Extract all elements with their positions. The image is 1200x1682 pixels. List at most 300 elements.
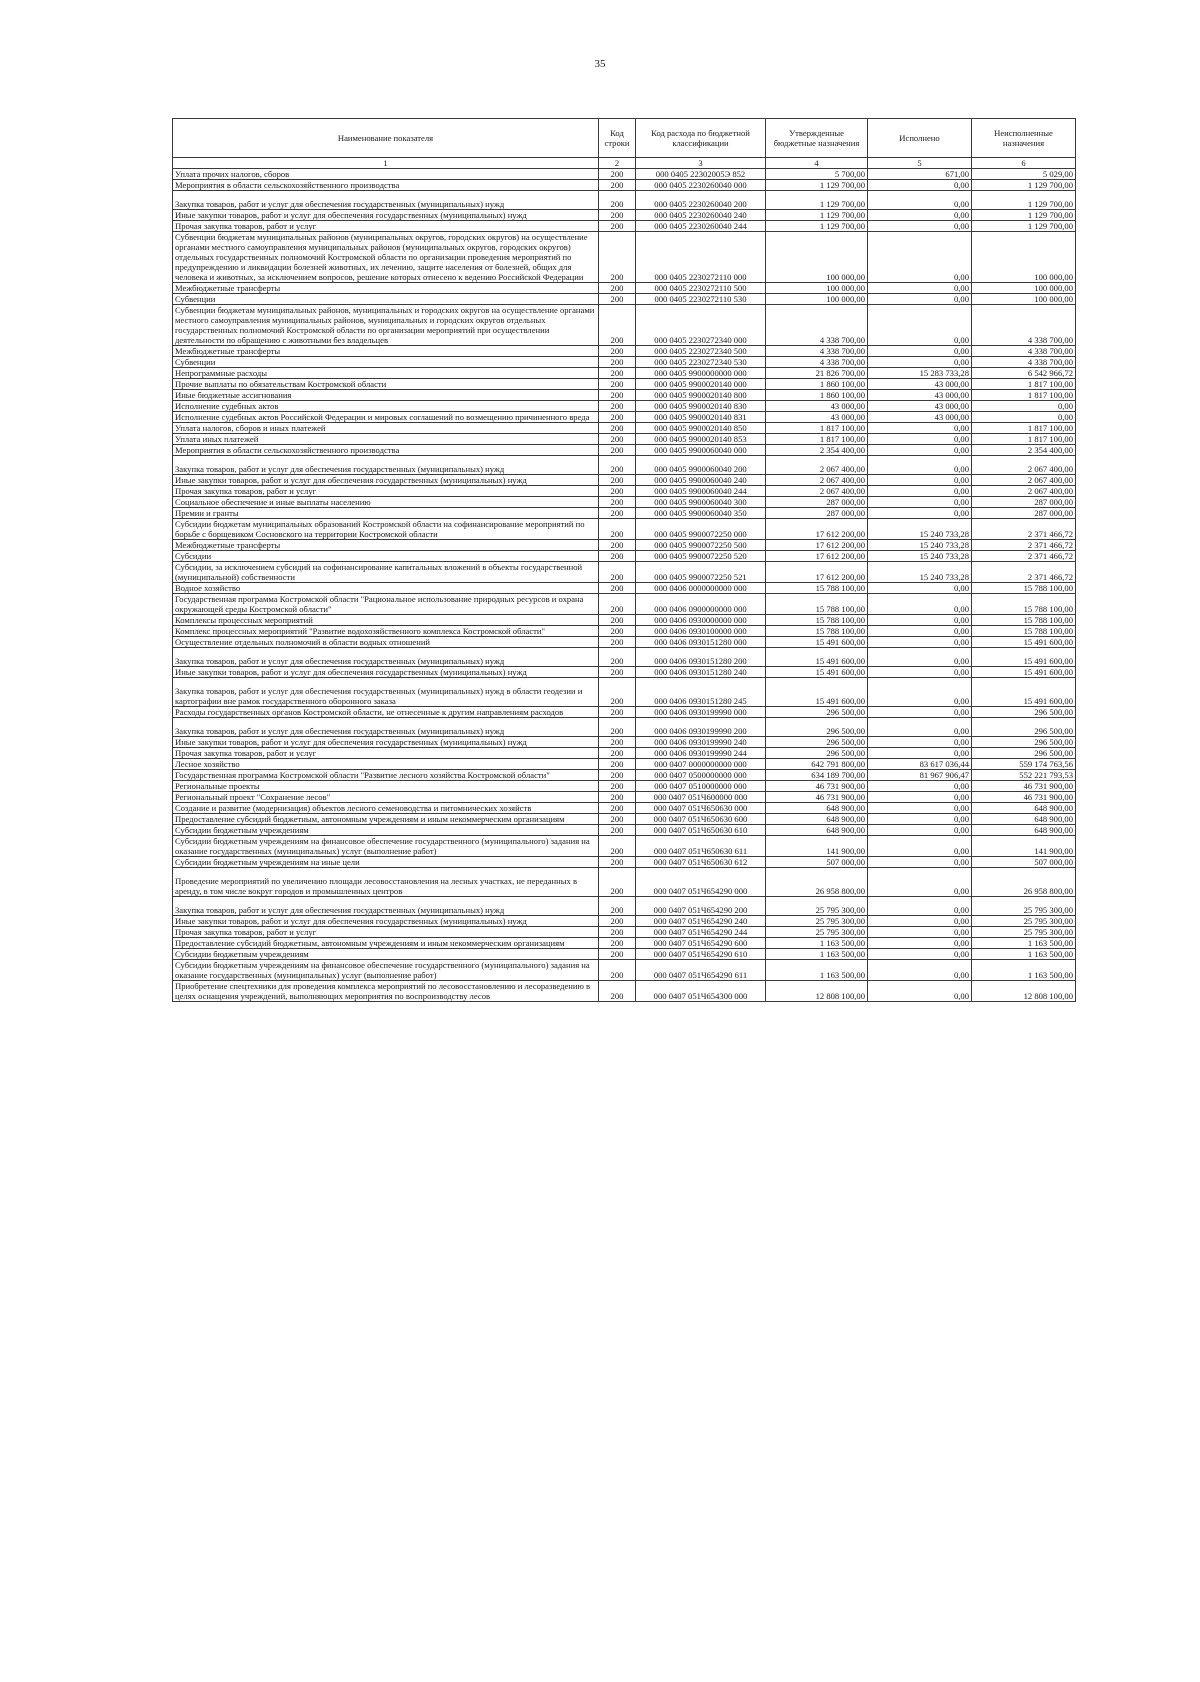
line-code-cell: 200 bbox=[599, 707, 636, 718]
indicator-name-cell: Комплексы процессных мероприятий bbox=[173, 615, 599, 626]
line-code-cell: 200 bbox=[599, 456, 636, 475]
table-row bbox=[173, 401, 1076, 412]
executed-amount-cell: 0,00 bbox=[868, 897, 972, 916]
classification-code-cell: 000 0405 9900060040 200 bbox=[636, 456, 766, 475]
table-row bbox=[173, 960, 1076, 981]
executed-amount-cell: 0,00 bbox=[868, 707, 972, 718]
approved-amount-cell: 1 129 700,00 bbox=[766, 180, 868, 191]
executed-amount-cell: 0,00 bbox=[868, 960, 972, 981]
classification-code-cell: 000 0407 051Ч654290 610 bbox=[636, 949, 766, 960]
classification-code-cell: 000 0407 051Ч654300 000 bbox=[636, 981, 766, 1002]
line-code-cell: 200 bbox=[599, 508, 636, 519]
indicator-name-cell: Расходы государственных органов Костромской области, не отнесенные к другим направлениям расходов bbox=[173, 707, 599, 718]
unexecuted-amount-cell: 296 500,00 bbox=[972, 718, 1076, 737]
executed-amount-cell: 43 000,00 bbox=[868, 390, 972, 401]
executed-amount-cell: 15 240 733,28 bbox=[868, 562, 972, 583]
table-row bbox=[173, 759, 1076, 770]
approved-amount-cell: 2 067 400,00 bbox=[766, 486, 868, 497]
classification-code-cell: 000 0407 051Ч650630 000 bbox=[636, 803, 766, 814]
unexecuted-amount-cell: 1 129 700,00 bbox=[972, 180, 1076, 191]
indicator-name-cell: Субсидии, за исключением субсидий на софинансирование капитальных вложений в объекты государственной (муниципальной) собственности bbox=[173, 562, 599, 583]
table-row bbox=[173, 803, 1076, 814]
unexecuted-amount-cell: 25 795 300,00 bbox=[972, 916, 1076, 927]
line-code-cell: 200 bbox=[599, 667, 636, 678]
header-indicator-name: Наименование показателя bbox=[173, 119, 599, 158]
line-code-cell: 200 bbox=[599, 562, 636, 583]
unexecuted-amount-cell: 15 788 100,00 bbox=[972, 615, 1076, 626]
table-row bbox=[173, 412, 1076, 423]
line-code-cell: 200 bbox=[599, 836, 636, 857]
classification-code-cell: 000 0405 9900060040 350 bbox=[636, 508, 766, 519]
executed-amount-cell: 0,00 bbox=[868, 637, 972, 648]
classification-code-cell: 000 0405 2230272110 500 bbox=[636, 283, 766, 294]
approved-amount-cell: 100 000,00 bbox=[766, 283, 868, 294]
indicator-name-cell: Уплата иных платежей bbox=[173, 434, 599, 445]
line-code-cell: 200 bbox=[599, 294, 636, 305]
table-row bbox=[173, 540, 1076, 551]
indicator-name-cell: Иные закупки товаров, работ и услуг для обеспечения государственных (муниципальных) нужд bbox=[173, 667, 599, 678]
line-code-cell: 200 bbox=[599, 475, 636, 486]
line-code-cell: 200 bbox=[599, 221, 636, 232]
indicator-name-cell: Уплата прочих налогов, сборов bbox=[173, 169, 599, 180]
line-code-cell: 200 bbox=[599, 759, 636, 770]
executed-amount-cell: 0,00 bbox=[868, 357, 972, 368]
table-row bbox=[173, 949, 1076, 960]
executed-amount-cell: 0,00 bbox=[868, 475, 972, 486]
approved-amount-cell: 1 129 700,00 bbox=[766, 210, 868, 221]
classification-code-cell: 000 0405 2230272110 530 bbox=[636, 294, 766, 305]
executed-amount-cell: 0,00 bbox=[868, 803, 972, 814]
table-row bbox=[173, 456, 1076, 475]
approved-amount-cell: 4 338 700,00 bbox=[766, 305, 868, 346]
unexecuted-amount-cell: 4 338 700,00 bbox=[972, 357, 1076, 368]
executed-amount-cell: 0,00 bbox=[868, 232, 972, 283]
classification-code-cell: 000 0405 2230260040 200 bbox=[636, 191, 766, 210]
line-code-cell: 200 bbox=[599, 305, 636, 346]
table-row bbox=[173, 857, 1076, 868]
approved-amount-cell: 1 129 700,00 bbox=[766, 221, 868, 232]
line-code-cell: 200 bbox=[599, 626, 636, 637]
line-code-cell: 200 bbox=[599, 357, 636, 368]
line-code-cell: 200 bbox=[599, 594, 636, 615]
indicator-name-cell: Закупка товаров, работ и услуг для обеспечения государственных (муниципальных) нужд bbox=[173, 648, 599, 667]
line-code-cell: 200 bbox=[599, 486, 636, 497]
unexecuted-amount-cell: 5 029,00 bbox=[972, 169, 1076, 180]
classification-code-cell: 000 0405 2230272340 500 bbox=[636, 346, 766, 357]
unexecuted-amount-cell: 1 163 500,00 bbox=[972, 960, 1076, 981]
unexecuted-amount-cell: 648 900,00 bbox=[972, 825, 1076, 836]
unexecuted-amount-cell: 12 808 100,00 bbox=[972, 981, 1076, 1002]
line-code-cell: 200 bbox=[599, 648, 636, 667]
indicator-name-cell: Иные бюджетные ассигнования bbox=[173, 390, 599, 401]
header-unexecuted-appropriations: Неисполненные назначения bbox=[972, 119, 1076, 158]
classification-code-cell: 000 0405 9900060040 240 bbox=[636, 475, 766, 486]
classification-code-cell: 000 0406 0930151280 000 bbox=[636, 637, 766, 648]
table-row bbox=[173, 475, 1076, 486]
line-code-cell: 200 bbox=[599, 916, 636, 927]
approved-amount-cell: 17 612 200,00 bbox=[766, 562, 868, 583]
indicator-name-cell: Межбюджетные трансферты bbox=[173, 540, 599, 551]
line-code-cell: 200 bbox=[599, 390, 636, 401]
line-code-cell: 200 bbox=[599, 445, 636, 456]
header-approved-appropriations: Утвержденные бюджетные назначения bbox=[766, 119, 868, 158]
indicator-name-cell: Субвенции бюджетам муниципальных районов (муниципальных округов, городских округов) на осуществление органами местного самоуправления муниципальных районов (муниципальных округов, городских округов) отдельных государственных полномочий Костромской области по организации проведения мероприятий по предупреждению и ликвидации болезней животных, их лечению, защите населения от болезней, общих для человека и животных, за исключением вопросов, решение которых отнесено к ведению Российской Федерации bbox=[173, 232, 599, 283]
executed-amount-cell: 15 240 733,28 bbox=[868, 540, 972, 551]
approved-amount-cell: 648 900,00 bbox=[766, 814, 868, 825]
classification-code-cell: 000 0407 051Ч654290 244 bbox=[636, 927, 766, 938]
unexecuted-amount-cell: 2 371 466,72 bbox=[972, 540, 1076, 551]
classification-code-cell: 000 0405 2230272340 000 bbox=[636, 305, 766, 346]
table-row bbox=[173, 497, 1076, 508]
unexecuted-amount-cell: 100 000,00 bbox=[972, 232, 1076, 283]
line-code-cell: 200 bbox=[599, 938, 636, 949]
classification-code-cell: 000 0405 2230272340 530 bbox=[636, 357, 766, 368]
table-row bbox=[173, 707, 1076, 718]
classification-code-cell: 000 0407 051Ч650630 612 bbox=[636, 857, 766, 868]
approved-amount-cell: 15 491 600,00 bbox=[766, 667, 868, 678]
table-row bbox=[173, 583, 1076, 594]
line-code-cell: 200 bbox=[599, 960, 636, 981]
indicator-name-cell: Государственная программа Костромской области "Развитие лесного хозяйства Костромской области" bbox=[173, 770, 599, 781]
unexecuted-amount-cell: 46 731 900,00 bbox=[972, 792, 1076, 803]
classification-code-cell: 000 0407 0510000000 000 bbox=[636, 781, 766, 792]
indicator-name-cell: Прочая закупка товаров, работ и услуг bbox=[173, 927, 599, 938]
unexecuted-amount-cell: 100 000,00 bbox=[972, 294, 1076, 305]
table-row bbox=[173, 390, 1076, 401]
indicator-name-cell: Закупка товаров, работ и услуг для обеспечения государственных (муниципальных) нужд в области геодезии и картографии вне рамок государственного оборонного заказа bbox=[173, 678, 599, 707]
classification-code-cell: 000 0407 051Ч654290 200 bbox=[636, 897, 766, 916]
executed-amount-cell: 0,00 bbox=[868, 445, 972, 456]
line-code-cell: 200 bbox=[599, 551, 636, 562]
indicator-name-cell: Мероприятия в области сельскохозяйственного производства bbox=[173, 445, 599, 456]
executed-amount-cell: 43 000,00 bbox=[868, 412, 972, 423]
executed-amount-cell: 0,00 bbox=[868, 718, 972, 737]
table-row bbox=[173, 232, 1076, 283]
line-code-cell: 200 bbox=[599, 949, 636, 960]
table-row bbox=[173, 519, 1076, 540]
executed-amount-cell: 0,00 bbox=[868, 210, 972, 221]
unexecuted-amount-cell: 1 129 700,00 bbox=[972, 221, 1076, 232]
line-code-cell: 200 bbox=[599, 191, 636, 210]
line-code-cell: 200 bbox=[599, 180, 636, 191]
unexecuted-amount-cell: 2 067 400,00 bbox=[972, 486, 1076, 497]
approved-amount-cell: 46 731 900,00 bbox=[766, 781, 868, 792]
classification-code-cell: 000 0406 0930199990 200 bbox=[636, 718, 766, 737]
table-row bbox=[173, 897, 1076, 916]
executed-amount-cell: 0,00 bbox=[868, 981, 972, 1002]
classification-code-cell: 000 0407 051Ч650630 611 bbox=[636, 836, 766, 857]
indicator-name-cell: Межбюджетные трансферты bbox=[173, 346, 599, 357]
classification-code-cell: 000 0405 9900072250 521 bbox=[636, 562, 766, 583]
indicator-name-cell: Закупка товаров, работ и услуг для обеспечения государственных (муниципальных) нужд bbox=[173, 718, 599, 737]
executed-amount-cell: 0,00 bbox=[868, 456, 972, 475]
line-code-cell: 200 bbox=[599, 857, 636, 868]
table-row bbox=[173, 283, 1076, 294]
indicator-name-cell: Иные закупки товаров, работ и услуг для обеспечения государственных (муниципальных) нужд bbox=[173, 475, 599, 486]
header-executed: Исполнено bbox=[868, 119, 972, 158]
classification-code-cell: 000 0407 051Ч654290 611 bbox=[636, 960, 766, 981]
indicator-name-cell: Региональные проекты bbox=[173, 781, 599, 792]
classification-code-cell: 000 0407 0000000000 000 bbox=[636, 759, 766, 770]
table-row bbox=[173, 180, 1076, 191]
unexecuted-amount-cell: 26 958 800,00 bbox=[972, 868, 1076, 897]
column-number: 1 bbox=[173, 158, 599, 169]
table-row bbox=[173, 836, 1076, 857]
indicator-name-cell: Приобретение спецтехники для проведения комплекса мероприятий по лесовосстановлению и лесоразведению в целях оснащения учреждений, выполняющих мероприятия по воспроизводству лесов bbox=[173, 981, 599, 1002]
column-number: 5 bbox=[868, 158, 972, 169]
line-code-cell: 200 bbox=[599, 770, 636, 781]
indicator-name-cell: Закупка товаров, работ и услуг для обеспечения государственных (муниципальных) нужд bbox=[173, 897, 599, 916]
approved-amount-cell: 15 491 600,00 bbox=[766, 637, 868, 648]
indicator-name-cell: Водное хозяйство bbox=[173, 583, 599, 594]
approved-amount-cell: 1 817 100,00 bbox=[766, 423, 868, 434]
approved-amount-cell: 1 129 700,00 bbox=[766, 191, 868, 210]
unexecuted-amount-cell: 2 354 400,00 bbox=[972, 445, 1076, 456]
classification-code-cell: 000 0407 051Ч600000 000 bbox=[636, 792, 766, 803]
table-row bbox=[173, 346, 1076, 357]
classification-code-cell: 000 0405 9900020140 830 bbox=[636, 401, 766, 412]
indicator-name-cell: Субвенции бюджетам муниципальных районов, муниципальных и городских округов на осуществление органами местного самоуправления муниципальных районов, муниципальных и городских округов отдельных государственных полномочий Костромской области по организации мероприятий при осуществлении деятельности по обращению с животными без владельцев bbox=[173, 305, 599, 346]
executed-amount-cell: 0,00 bbox=[868, 814, 972, 825]
executed-amount-cell: 0,00 bbox=[868, 305, 972, 346]
executed-amount-cell: 0,00 bbox=[868, 916, 972, 927]
line-code-cell: 200 bbox=[599, 868, 636, 897]
table-row bbox=[173, 294, 1076, 305]
indicator-name-cell: Субсидии бюджетным учреждениям bbox=[173, 825, 599, 836]
classification-code-cell: 000 0405 9900072250 000 bbox=[636, 519, 766, 540]
unexecuted-amount-cell: 287 000,00 bbox=[972, 497, 1076, 508]
unexecuted-amount-cell: 4 338 700,00 bbox=[972, 346, 1076, 357]
unexecuted-amount-cell: 15 491 600,00 bbox=[972, 637, 1076, 648]
approved-amount-cell: 21 826 700,00 bbox=[766, 368, 868, 379]
table-row bbox=[173, 191, 1076, 210]
approved-amount-cell: 296 500,00 bbox=[766, 718, 868, 737]
indicator-name-cell: Субсидии бюджетным учреждениям на финансовое обеспечение государственного (муниципального) задания на оказание государственных (муниципальных) услуг (выполнение работ) bbox=[173, 960, 599, 981]
classification-code-cell: 000 0405 9900072250 520 bbox=[636, 551, 766, 562]
approved-amount-cell: 100 000,00 bbox=[766, 294, 868, 305]
unexecuted-amount-cell: 296 500,00 bbox=[972, 737, 1076, 748]
approved-amount-cell: 17 612 200,00 bbox=[766, 551, 868, 562]
approved-amount-cell: 17 612 200,00 bbox=[766, 519, 868, 540]
line-code-cell: 200 bbox=[599, 379, 636, 390]
executed-amount-cell: 0,00 bbox=[868, 792, 972, 803]
executed-amount-cell: 0,00 bbox=[868, 748, 972, 759]
line-code-cell: 200 bbox=[599, 897, 636, 916]
table-row bbox=[173, 868, 1076, 897]
executed-amount-cell: 83 617 036,44 bbox=[868, 759, 972, 770]
table-row bbox=[173, 770, 1076, 781]
indicator-name-cell: Лесное хозяйство bbox=[173, 759, 599, 770]
classification-code-cell: 000 0407 051Ч654290 600 bbox=[636, 938, 766, 949]
table-row bbox=[173, 305, 1076, 346]
unexecuted-amount-cell: 25 795 300,00 bbox=[972, 897, 1076, 916]
unexecuted-amount-cell: 648 900,00 bbox=[972, 814, 1076, 825]
table-row bbox=[173, 825, 1076, 836]
table-row bbox=[173, 594, 1076, 615]
approved-amount-cell: 12 808 100,00 bbox=[766, 981, 868, 1002]
unexecuted-amount-cell: 15 788 100,00 bbox=[972, 626, 1076, 637]
approved-amount-cell: 43 000,00 bbox=[766, 412, 868, 423]
column-number: 4 bbox=[766, 158, 868, 169]
approved-amount-cell: 648 900,00 bbox=[766, 825, 868, 836]
approved-amount-cell: 1 860 100,00 bbox=[766, 390, 868, 401]
table-row bbox=[173, 737, 1076, 748]
approved-amount-cell: 4 338 700,00 bbox=[766, 346, 868, 357]
unexecuted-amount-cell: 2 371 466,72 bbox=[972, 519, 1076, 540]
unexecuted-amount-cell: 1 817 100,00 bbox=[972, 423, 1076, 434]
indicator-name-cell: Закупка товаров, работ и услуг для обеспечения государственных (муниципальных) нужд bbox=[173, 456, 599, 475]
executed-amount-cell: 671,00 bbox=[868, 169, 972, 180]
budget-execution-table bbox=[172, 118, 1076, 1002]
classification-code-cell: 000 0407 0500000000 000 bbox=[636, 770, 766, 781]
classification-code-cell: 000 0407 051Ч654290 000 bbox=[636, 868, 766, 897]
classification-code-cell: 000 0405 2230260040 000 bbox=[636, 180, 766, 191]
indicator-name-cell: Премии и гранты bbox=[173, 508, 599, 519]
executed-amount-cell: 0,00 bbox=[868, 294, 972, 305]
indicator-name-cell: Субсидии бюджетным учреждениям bbox=[173, 949, 599, 960]
table-header-row bbox=[173, 119, 1076, 158]
unexecuted-amount-cell: 552 221 793,53 bbox=[972, 770, 1076, 781]
unexecuted-amount-cell: 287 000,00 bbox=[972, 508, 1076, 519]
unexecuted-amount-cell: 0,00 bbox=[972, 401, 1076, 412]
line-code-cell: 200 bbox=[599, 615, 636, 626]
unexecuted-amount-cell: 0,00 bbox=[972, 412, 1076, 423]
table-row bbox=[173, 637, 1076, 648]
unexecuted-amount-cell: 15 491 600,00 bbox=[972, 648, 1076, 667]
table-row bbox=[173, 357, 1076, 368]
classification-code-cell: 000 0405 9900060040 000 bbox=[636, 445, 766, 456]
classification-code-cell: 000 0406 0930199990 000 bbox=[636, 707, 766, 718]
executed-amount-cell: 15 283 733,28 bbox=[868, 368, 972, 379]
classification-code-cell: 000 0405 9900020140 000 bbox=[636, 379, 766, 390]
executed-amount-cell: 0,00 bbox=[868, 180, 972, 191]
unexecuted-amount-cell: 15 788 100,00 bbox=[972, 594, 1076, 615]
table-row bbox=[173, 981, 1076, 1002]
unexecuted-amount-cell: 15 491 600,00 bbox=[972, 667, 1076, 678]
unexecuted-amount-cell: 559 174 763,56 bbox=[972, 759, 1076, 770]
indicator-name-cell: Субсидии бюджетным учреждениям на финансовое обеспечение государственного (муниципального) задания на оказание государственных (муниципальных) услуг (выполнение работ) bbox=[173, 836, 599, 857]
table-row bbox=[173, 169, 1076, 180]
line-code-cell: 200 bbox=[599, 434, 636, 445]
table-row bbox=[173, 562, 1076, 583]
indicator-name-cell: Субсидии бюджетным учреждениям на иные цели bbox=[173, 857, 599, 868]
executed-amount-cell: 0,00 bbox=[868, 868, 972, 897]
line-code-cell: 200 bbox=[599, 401, 636, 412]
line-code-cell: 200 bbox=[599, 737, 636, 748]
classification-code-cell: 000 0405 2230260040 244 bbox=[636, 221, 766, 232]
unexecuted-amount-cell: 1 817 100,00 bbox=[972, 379, 1076, 390]
table-row bbox=[173, 648, 1076, 667]
unexecuted-amount-cell: 46 731 900,00 bbox=[972, 781, 1076, 792]
approved-amount-cell: 15 788 100,00 bbox=[766, 594, 868, 615]
approved-amount-cell: 1 163 500,00 bbox=[766, 960, 868, 981]
column-number: 2 bbox=[599, 158, 636, 169]
executed-amount-cell: 15 240 733,28 bbox=[868, 551, 972, 562]
table-row bbox=[173, 718, 1076, 737]
unexecuted-amount-cell: 296 500,00 bbox=[972, 748, 1076, 759]
unexecuted-amount-cell: 1 129 700,00 bbox=[972, 210, 1076, 221]
executed-amount-cell: 0,00 bbox=[868, 508, 972, 519]
classification-code-cell: 000 0405 9900020140 850 bbox=[636, 423, 766, 434]
approved-amount-cell: 15 491 600,00 bbox=[766, 678, 868, 707]
classification-code-cell: 000 0407 051Ч650630 610 bbox=[636, 825, 766, 836]
indicator-name-cell: Создание и развитие (модернизация) объектов лесного семеноводства и питомнических хозяйств bbox=[173, 803, 599, 814]
table-row bbox=[173, 748, 1076, 759]
approved-amount-cell: 1 860 100,00 bbox=[766, 379, 868, 390]
unexecuted-amount-cell: 2 371 466,72 bbox=[972, 551, 1076, 562]
classification-code-cell: 000 0405 9900072250 500 bbox=[636, 540, 766, 551]
indicator-name-cell: Предоставление субсидий бюджетным, автономным учреждениям и иным некоммерческим организациям bbox=[173, 814, 599, 825]
approved-amount-cell: 296 500,00 bbox=[766, 707, 868, 718]
line-code-cell: 200 bbox=[599, 583, 636, 594]
line-code-cell: 200 bbox=[599, 803, 636, 814]
classification-code-cell: 000 0406 0930199990 240 bbox=[636, 737, 766, 748]
executed-amount-cell: 0,00 bbox=[868, 615, 972, 626]
line-code-cell: 200 bbox=[599, 232, 636, 283]
approved-amount-cell: 1 163 500,00 bbox=[766, 938, 868, 949]
indicator-name-cell: Иные закупки товаров, работ и услуг для обеспечения государственных (муниципальных) нужд bbox=[173, 210, 599, 221]
approved-amount-cell: 507 000,00 bbox=[766, 857, 868, 868]
executed-amount-cell: 43 000,00 bbox=[868, 401, 972, 412]
table-row bbox=[173, 434, 1076, 445]
indicator-name-cell: Уплата налогов, сборов и иных платежей bbox=[173, 423, 599, 434]
indicator-name-cell: Субсидии bbox=[173, 551, 599, 562]
executed-amount-cell: 15 240 733,28 bbox=[868, 519, 972, 540]
line-code-cell: 200 bbox=[599, 412, 636, 423]
classification-code-cell: 000 0405 9900020140 831 bbox=[636, 412, 766, 423]
table-row bbox=[173, 210, 1076, 221]
table-row bbox=[173, 615, 1076, 626]
table-row bbox=[173, 927, 1076, 938]
approved-amount-cell: 26 958 800,00 bbox=[766, 868, 868, 897]
unexecuted-amount-cell: 296 500,00 bbox=[972, 707, 1076, 718]
executed-amount-cell: 0,00 bbox=[868, 191, 972, 210]
executed-amount-cell: 0,00 bbox=[868, 648, 972, 667]
approved-amount-cell: 287 000,00 bbox=[766, 497, 868, 508]
unexecuted-amount-cell: 1 163 500,00 bbox=[972, 949, 1076, 960]
executed-amount-cell: 0,00 bbox=[868, 678, 972, 707]
table-row bbox=[173, 626, 1076, 637]
approved-amount-cell: 4 338 700,00 bbox=[766, 357, 868, 368]
executed-amount-cell: 0,00 bbox=[868, 781, 972, 792]
executed-amount-cell: 0,00 bbox=[868, 857, 972, 868]
indicator-name-cell: Прочая закупка товаров, работ и услуг bbox=[173, 221, 599, 232]
indicator-name-cell: Комплекс процессных мероприятий "Развитие водохозяйственного комплекса Костромской области" bbox=[173, 626, 599, 637]
executed-amount-cell: 0,00 bbox=[868, 927, 972, 938]
approved-amount-cell: 287 000,00 bbox=[766, 508, 868, 519]
executed-amount-cell: 0,00 bbox=[868, 434, 972, 445]
executed-amount-cell: 0,00 bbox=[868, 346, 972, 357]
unexecuted-amount-cell: 100 000,00 bbox=[972, 283, 1076, 294]
indicator-name-cell: Межбюджетные трансферты bbox=[173, 283, 599, 294]
classification-code-cell: 000 0405 9900000000 000 bbox=[636, 368, 766, 379]
page-number: 35 bbox=[594, 58, 606, 70]
unexecuted-amount-cell: 25 795 300,00 bbox=[972, 927, 1076, 938]
indicator-name-cell: Исполнение судебных актов Российской Федерации и мировых соглашений по возмещению причиненного вреда bbox=[173, 412, 599, 423]
header-line-code: Код строки bbox=[599, 119, 636, 158]
table-row bbox=[173, 814, 1076, 825]
classification-code-cell: 000 0406 0930100000 000 bbox=[636, 626, 766, 637]
unexecuted-amount-cell: 2 067 400,00 bbox=[972, 475, 1076, 486]
table-row bbox=[173, 781, 1076, 792]
column-number-row bbox=[173, 158, 1076, 169]
line-code-cell: 200 bbox=[599, 346, 636, 357]
approved-amount-cell: 5 700,00 bbox=[766, 169, 868, 180]
executed-amount-cell: 0,00 bbox=[868, 283, 972, 294]
unexecuted-amount-cell: 15 788 100,00 bbox=[972, 583, 1076, 594]
indicator-name-cell: Прочая закупка товаров, работ и услуг bbox=[173, 486, 599, 497]
line-code-cell: 200 bbox=[599, 540, 636, 551]
